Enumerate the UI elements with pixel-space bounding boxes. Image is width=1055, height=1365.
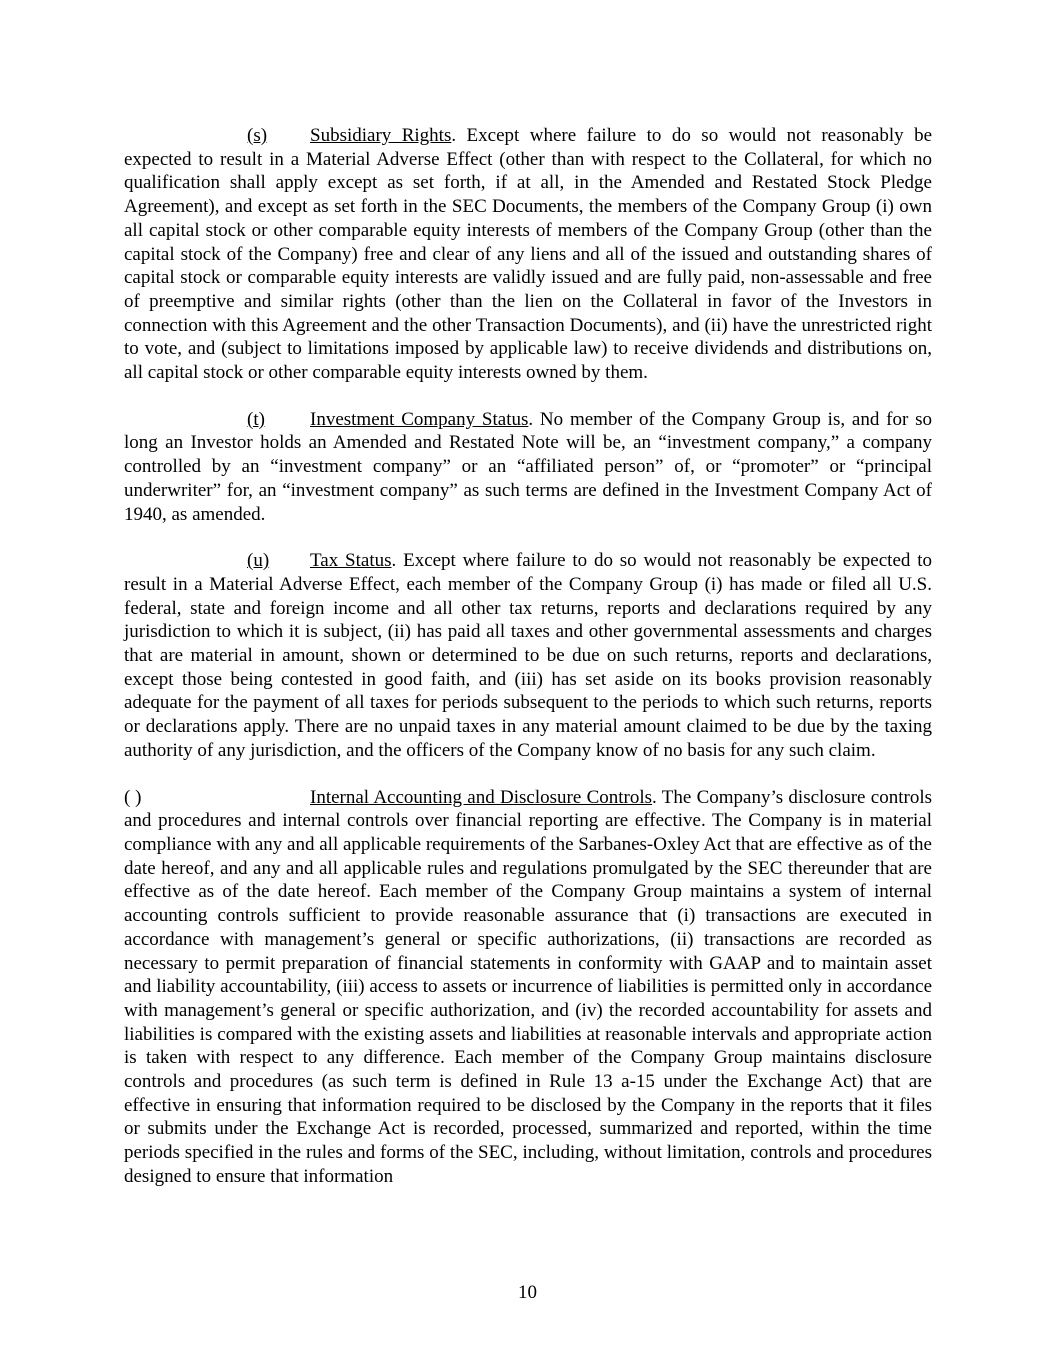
document-page — [124, 124, 932, 1212]
section-v-paragraph — [124, 786, 932, 1189]
section-u-paragraph — [124, 549, 932, 762]
section-u-number: (u) — [247, 550, 270, 572]
section-u-heading: Tax Status — [310, 550, 392, 572]
section-s-number: (s) — [247, 125, 268, 146]
section-t-body: . No member of the Company Group is, and for so long an Investor holds an Amended and Restated Note will be, an “investment company,” a company controlled by an “investment company” or an “affiliated person” of, or “promoter” or “principal underwriter” for, an “investment company” as such terms are defined in the Investment Company Act of 1940, as amended. — [124, 408, 932, 525]
section-s-body: . Except where failure to do so would not reasonably be expected to result in a Material Adverse Effect (other than with respect to the Collateral, for which no qualification shall apply except as set forth, if at all, in the Amended and Restated Stock Pledge Agreement), and except as set forth in the SEC Documents, the members of the Company Group (i) own all capital stock or other comparable equity interests of members of the Company Group (other than the capital stock of the Company) free and clear of any liens and all of the issued and outstanding shares of capital stock or comparable equity interests are validly issued and are fully paid, non-assessable and free of preemptive and similar rights (other than the lien on the Collateral in favor of the Investors in connection with this Agreement and the other Transaction Documents), and (ii) have the unrestricted right to vote, and (subject to limitations imposed by applicable law) to receive dividends and distributions on, all capital stock or other comparable equity interests owned by them. — [124, 125, 932, 384]
section-v-number: ( ) — [124, 786, 142, 808]
section-t-paragraph — [124, 408, 932, 527]
section-t-heading: Investment Company Status — [310, 408, 529, 430]
section-s-paragraph — [124, 124, 932, 385]
section-v-heading: Internal Accounting and Disclosure Controls — [310, 786, 653, 808]
section-s-heading: Subsidiary Rights — [310, 125, 452, 146]
section-v-body: . The Company’s disclosure controls and procedures and internal controls over financial reporting are effective. The Company is in material compliance with any and all applicable requirements of the Sarbanes-Oxley Act that are effective as of the date hereof, and any and all applicable rules and regulations promulgated by the SEC thereunder that are effective as of the date hereof. Each member of the Company Group maintains a system of internal accounting controls sufficient to provide reasonable assurance that (i) transactions are executed in accordance with management’s general or specific authorizations, (ii) transactions are recorded as necessary to permit preparation of financial statements in conformity with GAAP and to maintain asset and liability accountability, (iii) access to assets or incurrence of liabilities is permitted only in accordance with management’s general or specific authorization, and (iv) the recorded accountability for assets and liabilities is compared with the existing assets and liabilities at reasonable intervals and appropriate action is taken with respect to any difference. Each member of the Company Group maintains disclosure controls and procedures (as such term is defined in Rule 13 a-15 under the Exchange Act) that are effective in ensuring that information required to be disclosed by the Company in the reports that it files or submits under the Exchange Act is recorded, processed, summarized and reported, within the time periods specified in the rules and forms of the SEC, including, without limitation, controls and procedures designed to ensure that information — [124, 786, 932, 1187]
section-u-body: . Except where failure to do so would not reasonably be expected to result in a Material Adverse Effect, each member of the Company Group (i) has made or filed all U.S. federal, state and foreign income and all other tax returns, reports and declarations required by any jurisdiction to which it is subject, (ii) has paid all taxes and other governmental assessments and charges that are material in amount, shown or determined to be due on such returns, reports and declarations, except those being contested in good faith, and (iii) has set aside on its books provision reasonably adequate for the payment of all taxes for periods subsequent to the periods to which such returns, reports or declarations apply. There are no unpaid taxes in any material amount claimed to be due by the taxing authority of any jurisdiction, and the officers of the Company know of no basis for any such claim. — [124, 550, 932, 761]
page-number: 10 — [518, 1282, 537, 1303]
section-t-number: (t) — [247, 408, 265, 430]
